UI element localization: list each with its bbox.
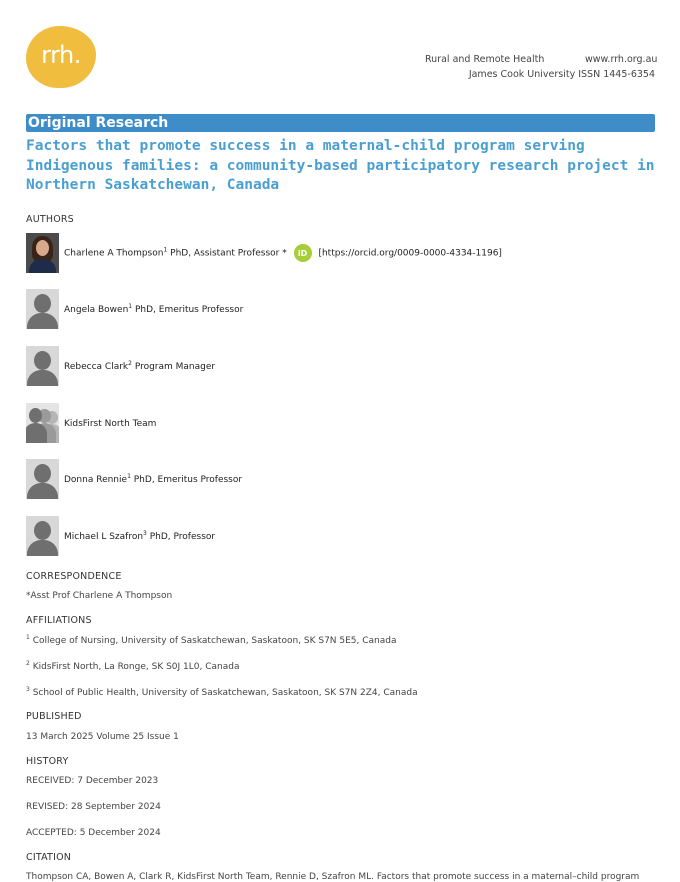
author-name: Charlene A Thompson$^1$ PhD, Assistant Professor * iD [https://orcid.org/0009-0000-4334-1196] xyxy=(64,244,502,262)
article-type-banner xyxy=(26,114,655,132)
rrh-logo[interactable] xyxy=(26,26,96,88)
author-name: KidsFirst North Team xyxy=(64,419,157,429)
avatar-placeholder-icon xyxy=(26,346,59,386)
author-row xyxy=(26,459,242,499)
correspondence-heading: CORRESPONDENCE xyxy=(26,571,122,582)
journal-issn: James Cook University ISSN 1445-6354 xyxy=(468,69,655,80)
history-received: RECEIVED: 7 December 2023 xyxy=(26,776,159,786)
author-row xyxy=(26,233,502,273)
author-photo xyxy=(26,233,59,273)
logo-text: rrh. xyxy=(41,41,81,69)
author-row xyxy=(26,403,156,443)
avatar-placeholder-icon xyxy=(26,516,59,556)
history-heading: HISTORY xyxy=(26,756,69,767)
authors-heading: AUTHORS xyxy=(26,214,74,225)
orcid-link[interactable]: [https://orcid.org/0009-0000-4334-1196] xyxy=(318,248,502,259)
affiliation-item: $^1$ College of Nursing, University of Saskatchewan, Saskatoon, SK S7N 5E5, Canada xyxy=(26,634,397,646)
author-name: Michael L Szafron$^3$ PhD, Professor xyxy=(64,530,216,542)
article-type: Original Research xyxy=(28,115,169,131)
history-revised: REVISED: 28 September 2024 xyxy=(26,802,161,812)
citation-heading: CITATION xyxy=(26,852,72,863)
affiliation-item: $^2$ KidsFirst North, La Ronge, SK S0J 1L0, Canada xyxy=(26,660,240,672)
group-avatar-icon xyxy=(26,403,59,443)
author-row xyxy=(26,289,243,329)
journal-url[interactable]: www.rrh.org.au xyxy=(585,54,658,65)
journal-name: Rural and Remote Health xyxy=(425,54,545,65)
avatar-placeholder-icon xyxy=(26,459,59,499)
article-title: Factors that promote success in a maternal-child program serving Indigenous families: a community-based participatory research project in Northern Saskatchewan, Canada xyxy=(26,138,655,193)
author-name: Angela Bowen$^1$ PhD, Emeritus Professor xyxy=(64,303,244,315)
affiliation-item: $^3$ School of Public Health, University of Saskatchewan, Saskatoon, SK S7N 2Z4, Canada xyxy=(26,686,418,698)
avatar-placeholder-icon xyxy=(26,289,59,329)
orcid-icon[interactable]: iD xyxy=(294,244,312,262)
author-row xyxy=(26,346,215,386)
published-heading: PUBLISHED xyxy=(26,711,82,722)
author-row xyxy=(26,516,215,556)
correspondence-text: *Asst Prof Charlene A Thompson xyxy=(26,591,173,601)
author-name: Rebecca Clark$^2$ Program Manager xyxy=(64,360,216,372)
author-name: Donna Rennie$^1$ PhD, Emeritus Professor xyxy=(64,473,243,485)
citation-text: Thompson CA, Bowen A, Clark R, KidsFirst North Team, Rennie D, Szafron ML. Factors that promote success in a maternal–child program xyxy=(26,872,640,882)
history-accepted: ACCEPTED: 5 December 2024 xyxy=(26,828,161,838)
published-text: 13 March 2025 Volume 25 Issue 1 xyxy=(26,732,179,742)
affiliations-heading: AFFILIATIONS xyxy=(26,615,92,626)
